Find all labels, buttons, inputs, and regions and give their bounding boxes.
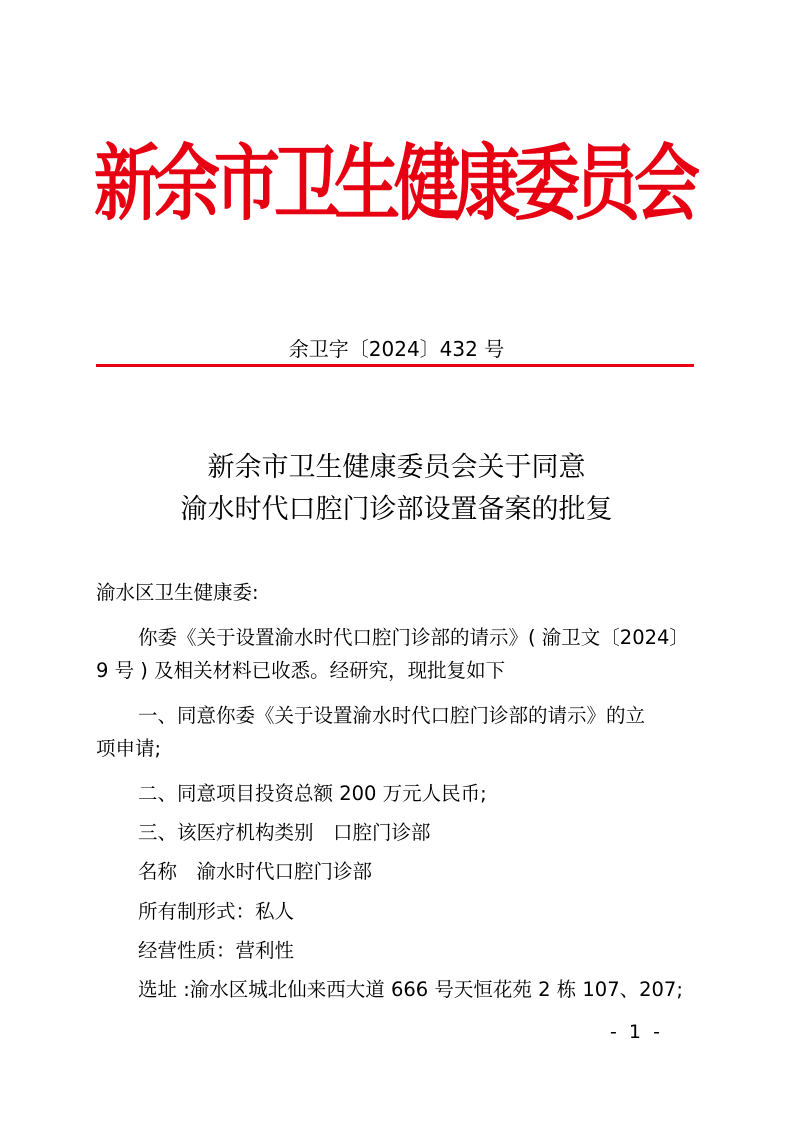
item-2: 二、同意项目投资总额 200 万元人民币;: [138, 782, 487, 805]
red-divider-line: [96, 364, 694, 367]
document-number: 余卫字〔2024〕432 号: [288, 337, 505, 361]
paragraph-1-line-2: 9 号 ) 及相关材料已收悉。经研究，现批复如下: [96, 659, 506, 682]
site-address: 选址 :渝水区城北仙来西大道 666 号天恒花苑 2 栋 107、207;: [138, 978, 683, 1001]
paragraph-1-line-1: 你委《关于设置渝水时代口腔门诊部的请示》( 渝卫文〔2024〕: [138, 626, 689, 649]
item-1-line-2: 项申请;: [96, 737, 162, 760]
business-nature: 经营性质：营利性: [138, 939, 295, 962]
ownership-form: 所有制形式：私人: [138, 900, 295, 923]
document-title-line-1: 新余市卫生健康委员会关于同意: [207, 452, 586, 483]
issuer-masthead: 新余市卫生健康委员会: [94, 134, 694, 232]
institution-name: 名称 渝水时代口腔门诊部: [138, 860, 373, 883]
item-1-line-1: 一、同意你委《关于设置渝水时代口腔门诊部的请示》的立: [138, 704, 646, 727]
page-number: - 1 -: [610, 1021, 660, 1043]
item-3: 三、该医疗机构类别 口腔门诊部: [138, 821, 431, 844]
addressee: 渝水区卫生健康委:: [96, 581, 259, 604]
document-title-line-2: 渝水时代口腔门诊部设置备案的批复: [180, 494, 613, 525]
